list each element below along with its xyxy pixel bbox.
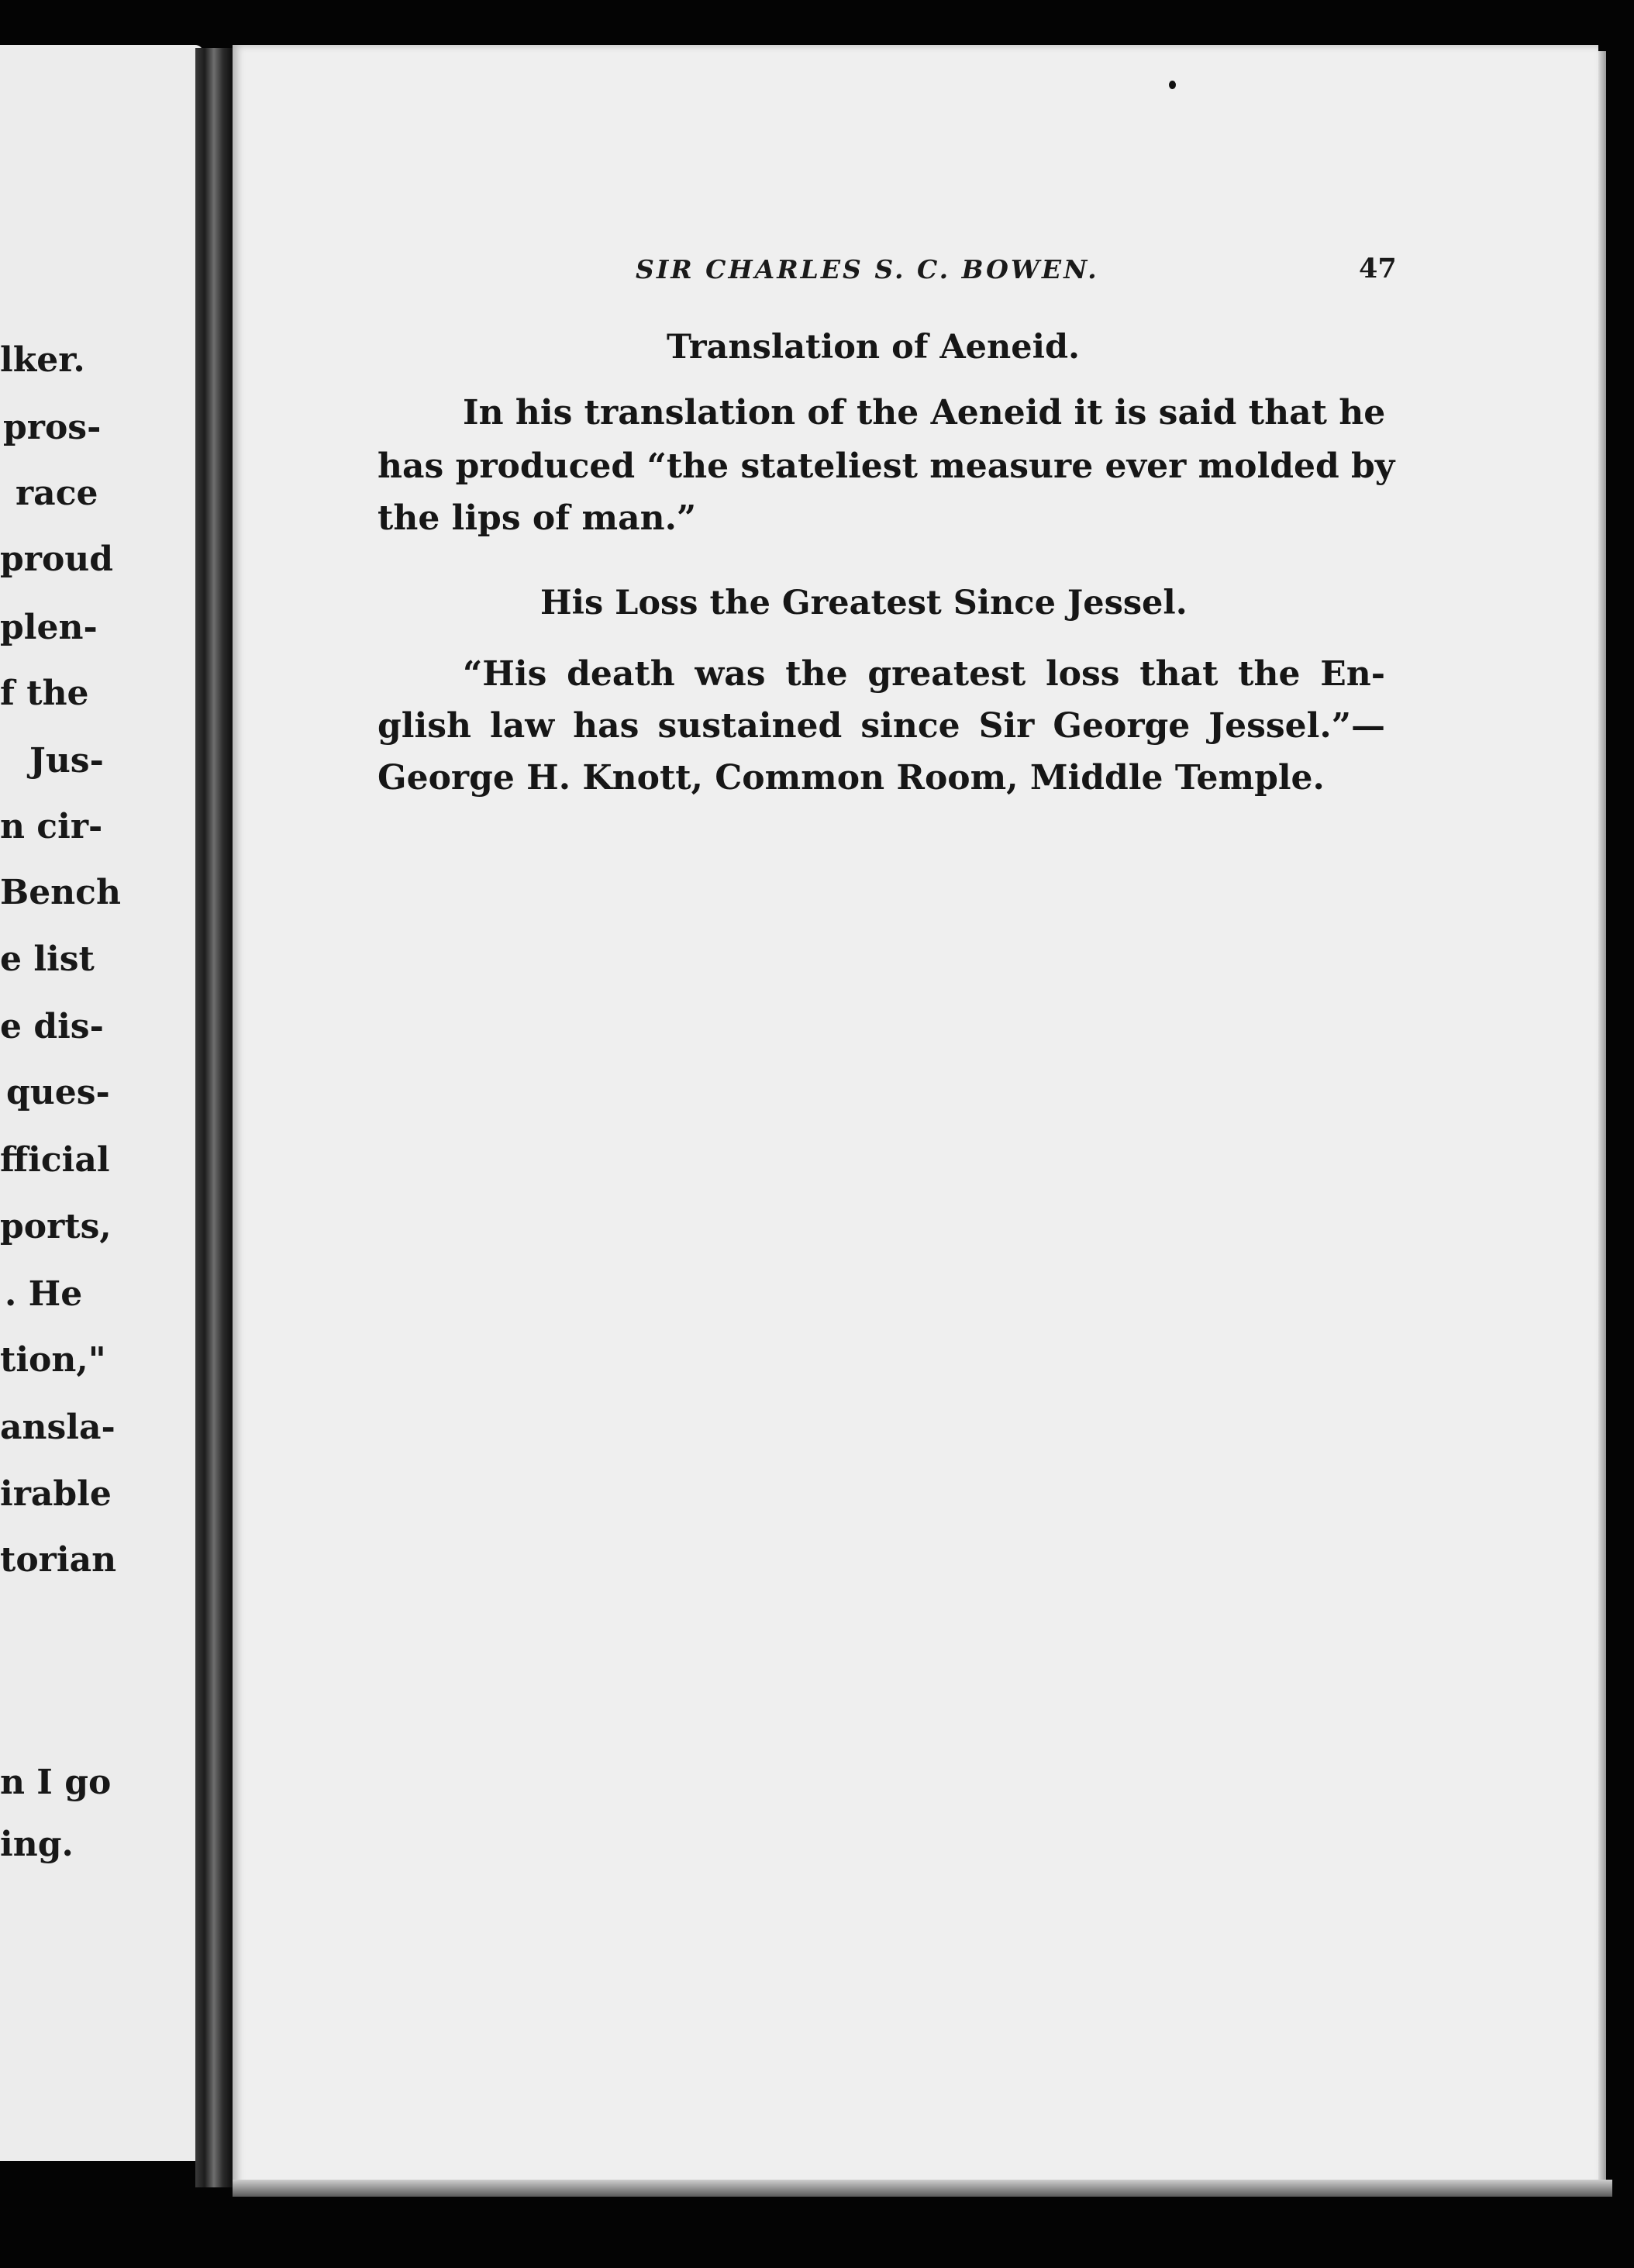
book-spine (195, 48, 233, 2187)
left-page-fragment: proud (0, 539, 114, 579)
left-page-fragment: tion," (0, 1340, 106, 1380)
page-number: 47 (1359, 253, 1397, 284)
paragraph-line: glish law has sustained since Sir George Jessel.”— (377, 706, 1385, 746)
paragraph-line: In his translation of the Aeneid it is said that he (463, 393, 1386, 433)
left-page-fragment: fficial (0, 1140, 110, 1180)
section-heading: Translation of Aeneid. (667, 328, 1081, 367)
left-page-fragment: Jus- (29, 741, 104, 781)
left-page-fragment: ques- (6, 1073, 110, 1112)
ink-speck (1169, 81, 1176, 89)
running-head: SIR CHARLES S. C. BOWEN. (636, 254, 1099, 284)
left-page-fragment: n cir- (0, 807, 103, 846)
left-page-fragment: Bench (0, 873, 121, 912)
left-page-fragment: plen- (0, 608, 98, 647)
right-page (233, 45, 1598, 2192)
page-edge (1598, 51, 1606, 2190)
left-page-fragment: e dis- (0, 1007, 104, 1046)
left-page-fragment: race (16, 474, 98, 513)
page-bottom-edge (233, 2180, 1612, 2197)
paragraph-line: “His death was the greatest loss that the En- (463, 654, 1385, 694)
left-page-fragment: irable (0, 1474, 112, 1514)
left-page-fragment: . He (5, 1274, 83, 1314)
left-page-fragment: e list (0, 939, 95, 979)
left-page-fragment: lker. (0, 340, 85, 380)
left-page-fragment: n I go (0, 1763, 112, 1802)
left-page-fragment: f the (0, 674, 89, 713)
paragraph-line: has produced “the stateliest measure ever molded by (377, 446, 1395, 486)
left-page-fragment: ansla- (0, 1408, 115, 1447)
left-page-fragment: ports, (0, 1207, 112, 1246)
left-page-fragment: torian (0, 1540, 117, 1580)
left-page-fragment: pros- (3, 408, 102, 447)
paragraph-line: the lips of man.” (377, 498, 697, 538)
left-page-fragment: ing. (0, 1825, 74, 1864)
left-page (0, 45, 203, 2161)
paragraph-line: George H. Knott, Common Room, Middle Temple. (377, 758, 1325, 798)
section-heading: His Loss the Greatest Since Jessel. (540, 584, 1188, 622)
